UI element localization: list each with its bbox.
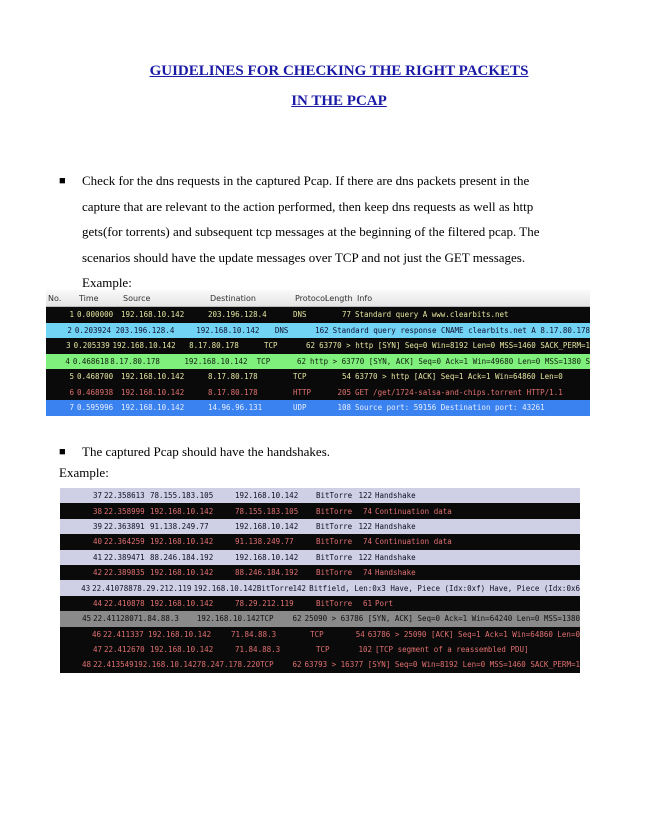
packet-info: Port	[375, 598, 394, 608]
packet-time: 0.205339	[73, 341, 110, 351]
packet-number: 3	[66, 341, 71, 351]
column-header-source[interactable]: Source	[123, 293, 151, 303]
packet-destination: 8.17.80.178	[208, 372, 258, 382]
packet-destination: 14.96.96.131	[208, 403, 263, 413]
packet-source: 192.168.10.142	[147, 629, 212, 639]
packet-time: 22.389835	[104, 568, 145, 578]
packet-row[interactable]	[46, 400, 590, 416]
packet-row[interactable]	[60, 565, 580, 580]
packet-time: 0.000000	[77, 310, 114, 320]
packet-length: 74	[362, 506, 372, 516]
packet-list-dns-http	[46, 290, 590, 416]
packet-time: 22.364259	[104, 537, 145, 547]
packet-destination: 192.168.10.142	[193, 583, 257, 593]
packet-length: 108	[337, 403, 351, 413]
packet-time: 22.410878	[104, 598, 145, 608]
packet-info: 63770 > http [SYN] Seq=0 Win=8192 Len=0 MSS=1460 SACK_PERM=1	[319, 341, 591, 351]
packet-length: 62	[292, 614, 302, 624]
packet-protocol: TCP	[293, 372, 307, 382]
packet-info: Standard query response CNAME clearbits.net A 8.17.80.178	[332, 325, 590, 335]
packet-destination: 192.168.10.142	[235, 552, 299, 562]
packet-info: http > 63770 [SYN, ACK] Seq=0 Ack=1 Win=49680 Len=0 MSS=1380 S	[310, 356, 590, 366]
packet-source: 192.168.10.142	[150, 645, 214, 655]
packet-time: 22.413549	[93, 660, 134, 670]
packet-number: 39	[92, 521, 102, 531]
page-title-line-1: GUIDELINES FOR CHECKING THE RIGHT PACKETS	[149, 63, 529, 79]
packet-protocol: BitTorre	[316, 598, 353, 608]
packet-row[interactable]	[60, 657, 580, 672]
bullet-1-example-label: Example:	[82, 275, 132, 290]
packet-source: 192.168.10.142	[121, 310, 185, 320]
packet-list-body	[60, 488, 580, 673]
packet-row[interactable]	[46, 385, 590, 401]
packet-source: 192.168.10.142	[150, 506, 214, 516]
packet-number: 48	[82, 660, 92, 670]
column-header-destination[interactable]: Destination	[210, 293, 256, 303]
packet-list-header	[46, 290, 590, 307]
packet-destination: 192.168.10.142	[235, 491, 299, 501]
packet-number: 6	[69, 387, 74, 397]
packet-destination: 71.84.88.3	[230, 629, 277, 639]
packet-list-body	[46, 307, 590, 416]
packet-info: Continuation data	[375, 506, 452, 516]
bullet-square-icon: ■	[59, 175, 66, 187]
packet-destination: 78.247.178.220	[196, 660, 261, 670]
packet-length: 54	[355, 629, 365, 639]
packet-info: Bitfield, Len:0x3 Have, Piece (Idx:0xf) Have, Piece (Idx:0x6	[309, 583, 580, 593]
packet-number: 46	[91, 629, 102, 639]
packet-info: 63786 > 25090 [ACK] Seq=1 Ack=1 Win=64860 Len=0	[367, 629, 580, 639]
packet-time: 0.595996	[77, 403, 114, 413]
column-header-length[interactable]: Length	[325, 293, 353, 303]
packet-source: 88.246.184.192	[150, 552, 214, 562]
column-header-time[interactable]: Time	[79, 293, 99, 303]
packet-destination: 192.168.10.142	[196, 614, 261, 624]
packet-source: 192.168.10.142	[112, 341, 176, 351]
packet-length: 162	[315, 325, 329, 335]
packet-protocol: DNS	[274, 325, 289, 335]
packet-length: 54	[341, 372, 351, 382]
packet-destination: 192.168.10.142	[196, 325, 260, 335]
packet-info: [TCP segment of a reassembled PDU]	[375, 645, 529, 655]
packet-destination: 192.168.10.142	[184, 356, 248, 366]
packet-protocol: BitTorre	[316, 552, 353, 562]
packet-protocol: BitTorre	[316, 568, 353, 578]
packet-info: Handshake	[375, 552, 416, 562]
packet-destination: 78.155.183.105	[235, 506, 299, 516]
packet-length: 122	[358, 521, 372, 531]
packet-time: 22.411280	[93, 614, 134, 624]
packet-info: Handshake	[375, 491, 416, 501]
packet-number: 1	[69, 310, 74, 320]
packet-length: 122	[358, 491, 372, 501]
packet-row[interactable]	[60, 488, 580, 503]
bullet-1-line: capture that are relevant to the action performed, then keep dns requests as well as http	[82, 198, 534, 214]
packet-destination: 71.84.88.3	[235, 645, 281, 655]
packet-length: 74	[362, 537, 372, 547]
packet-length: 205	[337, 387, 351, 397]
packet-row[interactable]	[60, 642, 580, 657]
packet-source: 8.17.80.178	[110, 356, 160, 366]
packet-length: 62	[297, 356, 307, 366]
bullet-1-line: scenarios should have the update messages over TCP and not just the GET messages.	[82, 249, 526, 265]
column-header-protocol[interactable]: Protocol	[295, 293, 328, 303]
bullet-2-line: The captured Pcap should have the handshakes.	[82, 444, 331, 459]
packet-length: 62	[292, 660, 302, 670]
packet-number: 2	[67, 325, 72, 335]
packet-time: 22.358999	[104, 506, 145, 516]
packet-info: GET /get/1724-salsa-and-chips.torrent HTTP/1.1	[355, 387, 563, 397]
packet-time: 22.358613	[104, 491, 145, 501]
packet-protocol: BitTorre	[316, 506, 353, 516]
packet-destination: 78.29.212.119	[235, 598, 294, 608]
packet-row[interactable]	[46, 369, 590, 385]
packet-info: Standard query A www.clearbits.net	[355, 310, 509, 320]
packet-destination: 88.246.184.192	[235, 568, 299, 578]
packet-number: 4	[65, 356, 70, 366]
packet-number: 45	[82, 614, 92, 624]
packet-length: 62	[306, 341, 316, 351]
packet-time: 22.412670	[104, 645, 145, 655]
packet-source: 78.155.183.105	[150, 491, 214, 501]
packet-source: 71.84.88.3	[133, 614, 179, 624]
column-header-info[interactable]: Info	[357, 293, 373, 303]
packet-protocol: UDP	[293, 403, 307, 413]
packet-info: 63793 > 16377 [SYN] Seq=0 Win=8192 Len=0 MSS=1460 SACK_PERM=1	[304, 660, 580, 670]
packet-time: 0.468700	[77, 372, 114, 382]
packet-protocol: TCP	[256, 356, 271, 366]
packet-protocol: BitTorre	[316, 491, 353, 501]
packet-time: 22.411337	[103, 629, 144, 639]
packet-source: 192.168.10.142	[150, 598, 214, 608]
packet-length: 61	[362, 598, 372, 608]
packet-time: 0.203924	[74, 325, 112, 335]
packet-number: 41	[92, 552, 102, 562]
packet-time: 22.410788	[92, 583, 133, 593]
packet-row[interactable]	[60, 596, 580, 611]
packet-source: 192.168.10.142	[150, 568, 214, 578]
packet-destination: 203.196.128.4	[208, 310, 267, 320]
packet-protocol: BitTorre	[316, 521, 353, 531]
packet-time: 0.468618	[72, 356, 109, 366]
page-title-line-2: IN THE PCAP	[291, 93, 387, 109]
packet-number: 43	[81, 583, 91, 593]
packet-row[interactable]	[46, 338, 590, 354]
packet-protocol: TCP	[316, 645, 330, 655]
packet-protocol: TCP	[263, 341, 278, 351]
packet-protocol: TCP	[260, 660, 274, 670]
packet-row[interactable]	[46, 323, 590, 339]
packet-time: 22.363891	[104, 521, 145, 531]
packet-list-handshakes	[60, 488, 580, 673]
packet-row[interactable]	[60, 519, 580, 534]
packet-length: 142	[292, 583, 307, 593]
packet-row[interactable]	[60, 503, 580, 518]
packet-protocol: HTTP	[293, 387, 312, 397]
bullet-1-line: Check for the dns requests in the captured Pcap. If there are dns packets present in the	[82, 173, 530, 188]
packet-row[interactable]	[60, 611, 580, 626]
packet-source: 203.196.128.4	[115, 325, 175, 335]
packet-source: 192.168.10.142	[133, 660, 197, 670]
packet-number: 7	[69, 403, 74, 413]
bullet-square-icon: ■	[59, 446, 66, 458]
packet-row[interactable]	[60, 627, 580, 642]
packet-row[interactable]	[46, 354, 590, 370]
bullet-1-line: gets(for torrents) and subsequent tcp messages at the beginning of the filtered pcap. The	[82, 224, 540, 239]
packet-source: 91.138.249.77	[150, 521, 209, 531]
packet-info: Continuation data	[375, 537, 452, 547]
packet-source: 192.168.10.142	[150, 537, 214, 547]
packet-number: 5	[69, 372, 74, 382]
packet-number: 40	[92, 537, 102, 547]
packet-destination: 91.138.249.77	[235, 537, 294, 547]
column-header-no[interactable]: No.	[48, 293, 62, 303]
packet-number: 47	[92, 645, 102, 655]
packet-source: 192.168.10.142	[121, 403, 185, 413]
packet-info: Handshake	[375, 568, 416, 578]
packet-length: 77	[341, 310, 351, 320]
bullet-1-paragraph	[82, 168, 540, 296]
packet-length: 102	[358, 645, 372, 655]
packet-protocol: TCP	[260, 614, 274, 624]
packet-number: 44	[92, 598, 102, 608]
bullet-2-example-label: Example:	[59, 465, 109, 480]
packet-info: 63770 > http [ACK] Seq=1 Ack=1 Win=64860 Len=0	[355, 372, 563, 382]
packet-destination: 8.17.80.178	[208, 387, 258, 397]
packet-row[interactable]	[60, 534, 580, 549]
packet-source: 192.168.10.142	[121, 372, 185, 382]
packet-length: 74	[362, 568, 372, 578]
packet-destination: 8.17.80.178	[189, 341, 239, 351]
packet-row[interactable]	[60, 580, 580, 595]
packet-protocol: TCP	[310, 629, 324, 639]
packet-info: Source port: 59156 Destination port: 43261	[355, 403, 545, 413]
packet-number: 38	[92, 506, 102, 516]
packet-time: 0.468938	[77, 387, 114, 397]
packet-time: 22.389471	[104, 552, 145, 562]
packet-protocol: BitTorre	[256, 583, 293, 593]
packet-row[interactable]	[60, 550, 580, 565]
packet-protocol: BitTorre	[316, 537, 353, 547]
packet-number: 37	[92, 491, 102, 501]
packet-protocol: DNS	[293, 310, 307, 320]
packet-info: Handshake	[375, 521, 416, 531]
packet-source: 192.168.10.142	[121, 387, 185, 397]
packet-destination: 192.168.10.142	[235, 521, 299, 531]
packet-source: 78.29.212.119	[132, 583, 192, 593]
packet-row[interactable]	[46, 307, 590, 323]
packet-number: 42	[92, 568, 102, 578]
packet-info: 25090 > 63786 [SYN, ACK] Seq=0 Ack=1 Win=64240 Len=0 MSS=1380	[304, 614, 581, 624]
packet-length: 122	[358, 552, 372, 562]
